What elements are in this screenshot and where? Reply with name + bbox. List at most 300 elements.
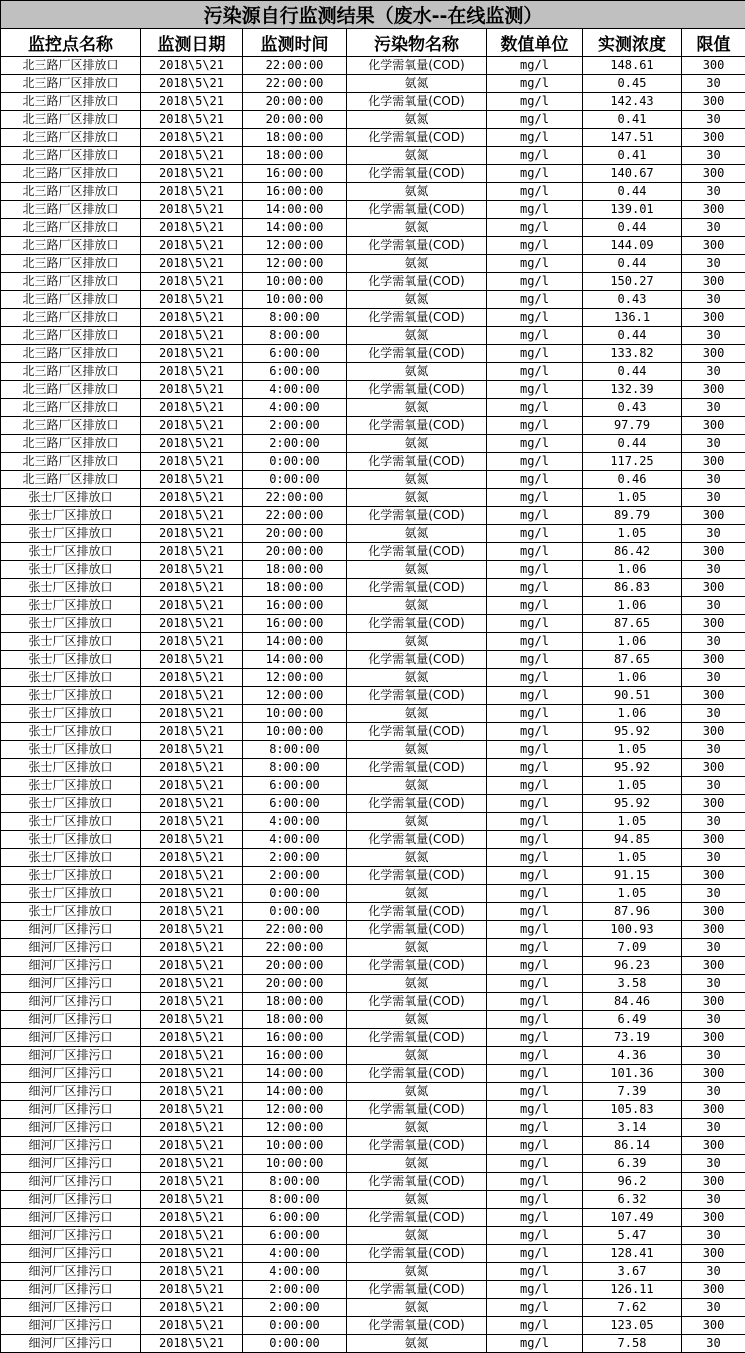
limit-cell: 300 bbox=[682, 1209, 745, 1227]
concentration-cell: 84.46 bbox=[583, 993, 682, 1011]
date-cell: 2018\5\21 bbox=[141, 111, 243, 129]
monitoring-point-cell: 北三路厂区排放口 bbox=[1, 399, 141, 417]
time-cell: 18:00:00 bbox=[243, 147, 347, 165]
limit-cell: 30 bbox=[682, 525, 745, 543]
unit-cell: mg/l bbox=[487, 1101, 583, 1119]
pollutant-cell: 化学需氧量(COD) bbox=[347, 651, 487, 669]
unit-cell: mg/l bbox=[487, 1209, 583, 1227]
monitoring-point-cell: 北三路厂区排放口 bbox=[1, 93, 141, 111]
concentration-cell: 95.92 bbox=[583, 759, 682, 777]
table-row bbox=[1, 615, 745, 633]
unit-cell: mg/l bbox=[487, 831, 583, 849]
pollutant-cell: 化学需氧量(COD) bbox=[347, 759, 487, 777]
date-cell: 2018\5\21 bbox=[141, 1227, 243, 1245]
unit-cell: mg/l bbox=[487, 417, 583, 435]
time-cell: 4:00:00 bbox=[243, 399, 347, 417]
pollutant-cell: 氨氮 bbox=[347, 525, 487, 543]
monitoring-point-cell: 细河厂区排污口 bbox=[1, 975, 141, 993]
table-row bbox=[1, 75, 745, 93]
monitoring-point-cell: 北三路厂区排放口 bbox=[1, 165, 141, 183]
concentration-cell: 86.42 bbox=[583, 543, 682, 561]
pollutant-cell: 氨氮 bbox=[347, 885, 487, 903]
monitoring-point-cell: 北三路厂区排放口 bbox=[1, 345, 141, 363]
time-cell: 20:00:00 bbox=[243, 525, 347, 543]
table-row bbox=[1, 921, 745, 939]
pollutant-cell: 氨氮 bbox=[347, 777, 487, 795]
time-cell: 16:00:00 bbox=[243, 615, 347, 633]
table-row bbox=[1, 1083, 745, 1101]
limit-cell: 30 bbox=[682, 255, 745, 273]
date-cell: 2018\5\21 bbox=[141, 741, 243, 759]
time-cell: 18:00:00 bbox=[243, 129, 347, 147]
table-row bbox=[1, 813, 745, 831]
time-cell: 8:00:00 bbox=[243, 309, 347, 327]
concentration-cell: 100.93 bbox=[583, 921, 682, 939]
table-row bbox=[1, 1317, 745, 1335]
limit-cell: 30 bbox=[682, 777, 745, 795]
limit-cell: 30 bbox=[682, 399, 745, 417]
time-cell: 12:00:00 bbox=[243, 237, 347, 255]
limit-cell: 300 bbox=[682, 579, 745, 597]
monitoring-point-cell: 张士厂区排放口 bbox=[1, 507, 141, 525]
unit-cell: mg/l bbox=[487, 219, 583, 237]
concentration-cell: 117.25 bbox=[583, 453, 682, 471]
concentration-cell: 0.41 bbox=[583, 147, 682, 165]
concentration-cell: 3.67 bbox=[583, 1263, 682, 1281]
pollutant-cell: 化学需氧量(COD) bbox=[347, 309, 487, 327]
time-cell: 12:00:00 bbox=[243, 1119, 347, 1137]
date-cell: 2018\5\21 bbox=[141, 1209, 243, 1227]
date-cell: 2018\5\21 bbox=[141, 669, 243, 687]
unit-cell: mg/l bbox=[487, 885, 583, 903]
pollutant-cell: 化学需氧量(COD) bbox=[347, 453, 487, 471]
concentration-cell: 1.06 bbox=[583, 561, 682, 579]
date-cell: 2018\5\21 bbox=[141, 183, 243, 201]
date-cell: 2018\5\21 bbox=[141, 345, 243, 363]
limit-cell: 30 bbox=[682, 219, 745, 237]
time-cell: 8:00:00 bbox=[243, 1173, 347, 1191]
date-cell: 2018\5\21 bbox=[141, 471, 243, 489]
unit-cell: mg/l bbox=[487, 705, 583, 723]
unit-cell: mg/l bbox=[487, 75, 583, 93]
table-row bbox=[1, 435, 745, 453]
monitoring-point-cell: 细河厂区排污口 bbox=[1, 1281, 141, 1299]
unit-cell: mg/l bbox=[487, 687, 583, 705]
monitoring-point-cell: 细河厂区排污口 bbox=[1, 1245, 141, 1263]
table-row bbox=[1, 867, 745, 885]
pollutant-cell: 化学需氧量(COD) bbox=[347, 867, 487, 885]
limit-cell: 300 bbox=[682, 831, 745, 849]
limit-cell: 30 bbox=[682, 111, 745, 129]
header-monitoring-time: 监测时间 bbox=[243, 29, 347, 57]
concentration-cell: 95.92 bbox=[583, 795, 682, 813]
limit-cell: 300 bbox=[682, 993, 745, 1011]
table-row bbox=[1, 507, 745, 525]
pollutant-cell: 化学需氧量(COD) bbox=[347, 1101, 487, 1119]
table-row bbox=[1, 1029, 745, 1047]
table-row bbox=[1, 237, 745, 255]
table-row bbox=[1, 525, 745, 543]
time-cell: 14:00:00 bbox=[243, 1065, 347, 1083]
unit-cell: mg/l bbox=[487, 993, 583, 1011]
table-row bbox=[1, 345, 745, 363]
table-row bbox=[1, 561, 745, 579]
pollutant-cell: 氨氮 bbox=[347, 255, 487, 273]
pollutant-cell: 化学需氧量(COD) bbox=[347, 615, 487, 633]
unit-cell: mg/l bbox=[487, 381, 583, 399]
limit-cell: 300 bbox=[682, 1317, 745, 1335]
limit-cell: 300 bbox=[682, 1245, 745, 1263]
monitoring-point-cell: 细河厂区排污口 bbox=[1, 939, 141, 957]
table-row bbox=[1, 471, 745, 489]
date-cell: 2018\5\21 bbox=[141, 885, 243, 903]
concentration-cell: 107.49 bbox=[583, 1209, 682, 1227]
date-cell: 2018\5\21 bbox=[141, 417, 243, 435]
limit-cell: 30 bbox=[682, 561, 745, 579]
date-cell: 2018\5\21 bbox=[141, 309, 243, 327]
time-cell: 0:00:00 bbox=[243, 1317, 347, 1335]
monitoring-point-cell: 细河厂区排污口 bbox=[1, 1317, 141, 1335]
table-row bbox=[1, 417, 745, 435]
unit-cell: mg/l bbox=[487, 399, 583, 417]
date-cell: 2018\5\21 bbox=[141, 1245, 243, 1263]
concentration-cell: 90.51 bbox=[583, 687, 682, 705]
date-cell: 2018\5\21 bbox=[141, 957, 243, 975]
limit-cell: 300 bbox=[682, 165, 745, 183]
limit-cell: 30 bbox=[682, 1155, 745, 1173]
table-row bbox=[1, 993, 745, 1011]
limit-cell: 30 bbox=[682, 75, 745, 93]
table-row bbox=[1, 1335, 745, 1353]
table-row bbox=[1, 687, 745, 705]
limit-cell: 300 bbox=[682, 201, 745, 219]
time-cell: 16:00:00 bbox=[243, 183, 347, 201]
date-cell: 2018\5\21 bbox=[141, 255, 243, 273]
time-cell: 6:00:00 bbox=[243, 777, 347, 795]
unit-cell: mg/l bbox=[487, 1173, 583, 1191]
time-cell: 20:00:00 bbox=[243, 93, 347, 111]
unit-cell: mg/l bbox=[487, 561, 583, 579]
date-cell: 2018\5\21 bbox=[141, 1281, 243, 1299]
monitoring-point-cell: 张士厂区排放口 bbox=[1, 561, 141, 579]
table-row bbox=[1, 759, 745, 777]
pollutant-cell: 氨氮 bbox=[347, 705, 487, 723]
monitoring-point-cell: 细河厂区排污口 bbox=[1, 1065, 141, 1083]
concentration-cell: 142.43 bbox=[583, 93, 682, 111]
unit-cell: mg/l bbox=[487, 327, 583, 345]
unit-cell: mg/l bbox=[487, 1317, 583, 1335]
pollutant-cell: 氨氮 bbox=[347, 1083, 487, 1101]
pollutant-cell: 化学需氧量(COD) bbox=[347, 1173, 487, 1191]
pollutant-cell: 氨氮 bbox=[347, 1191, 487, 1209]
date-cell: 2018\5\21 bbox=[141, 1317, 243, 1335]
time-cell: 4:00:00 bbox=[243, 1263, 347, 1281]
date-cell: 2018\5\21 bbox=[141, 399, 243, 417]
limit-cell: 30 bbox=[682, 147, 745, 165]
table-row bbox=[1, 327, 745, 345]
table-row bbox=[1, 111, 745, 129]
unit-cell: mg/l bbox=[487, 147, 583, 165]
unit-cell: mg/l bbox=[487, 1299, 583, 1317]
concentration-cell: 1.05 bbox=[583, 777, 682, 795]
limit-cell: 30 bbox=[682, 291, 745, 309]
limit-cell: 30 bbox=[682, 669, 745, 687]
unit-cell: mg/l bbox=[487, 903, 583, 921]
monitoring-point-cell: 张士厂区排放口 bbox=[1, 831, 141, 849]
date-cell: 2018\5\21 bbox=[141, 1191, 243, 1209]
monitoring-point-cell: 细河厂区排污口 bbox=[1, 993, 141, 1011]
unit-cell: mg/l bbox=[487, 669, 583, 687]
time-cell: 10:00:00 bbox=[243, 1137, 347, 1155]
limit-cell: 30 bbox=[682, 741, 745, 759]
time-cell: 14:00:00 bbox=[243, 219, 347, 237]
date-cell: 2018\5\21 bbox=[141, 939, 243, 957]
time-cell: 22:00:00 bbox=[243, 75, 347, 93]
limit-cell: 300 bbox=[682, 309, 745, 327]
unit-cell: mg/l bbox=[487, 1191, 583, 1209]
time-cell: 8:00:00 bbox=[243, 327, 347, 345]
monitoring-point-cell: 张士厂区排放口 bbox=[1, 813, 141, 831]
concentration-cell: 1.06 bbox=[583, 669, 682, 687]
date-cell: 2018\5\21 bbox=[141, 363, 243, 381]
time-cell: 16:00:00 bbox=[243, 1029, 347, 1047]
table-row bbox=[1, 1137, 745, 1155]
concentration-cell: 7.39 bbox=[583, 1083, 682, 1101]
limit-cell: 300 bbox=[682, 921, 745, 939]
unit-cell: mg/l bbox=[487, 1011, 583, 1029]
concentration-cell: 1.05 bbox=[583, 849, 682, 867]
date-cell: 2018\5\21 bbox=[141, 1137, 243, 1155]
unit-cell: mg/l bbox=[487, 165, 583, 183]
pollutant-cell: 化学需氧量(COD) bbox=[347, 543, 487, 561]
concentration-cell: 95.92 bbox=[583, 723, 682, 741]
concentration-cell: 128.41 bbox=[583, 1245, 682, 1263]
date-cell: 2018\5\21 bbox=[141, 1335, 243, 1353]
date-cell: 2018\5\21 bbox=[141, 849, 243, 867]
date-cell: 2018\5\21 bbox=[141, 795, 243, 813]
unit-cell: mg/l bbox=[487, 633, 583, 651]
date-cell: 2018\5\21 bbox=[141, 237, 243, 255]
concentration-cell: 133.82 bbox=[583, 345, 682, 363]
unit-cell: mg/l bbox=[487, 777, 583, 795]
table-row bbox=[1, 741, 745, 759]
unit-cell: mg/l bbox=[487, 957, 583, 975]
concentration-cell: 147.51 bbox=[583, 129, 682, 147]
time-cell: 14:00:00 bbox=[243, 201, 347, 219]
table-row bbox=[1, 255, 745, 273]
date-cell: 2018\5\21 bbox=[141, 201, 243, 219]
date-cell: 2018\5\21 bbox=[141, 651, 243, 669]
monitoring-point-cell: 细河厂区排污口 bbox=[1, 1083, 141, 1101]
concentration-cell: 0.46 bbox=[583, 471, 682, 489]
unit-cell: mg/l bbox=[487, 759, 583, 777]
limit-cell: 300 bbox=[682, 453, 745, 471]
monitoring-point-cell: 张士厂区排放口 bbox=[1, 795, 141, 813]
monitoring-point-cell: 细河厂区排污口 bbox=[1, 1101, 141, 1119]
monitoring-point-cell: 细河厂区排污口 bbox=[1, 1299, 141, 1317]
concentration-cell: 4.36 bbox=[583, 1047, 682, 1065]
pollutant-cell: 氨氮 bbox=[347, 399, 487, 417]
table-row bbox=[1, 1065, 745, 1083]
pollutant-cell: 氨氮 bbox=[347, 1227, 487, 1245]
pollutant-cell: 氨氮 bbox=[347, 147, 487, 165]
pollutant-cell: 氨氮 bbox=[347, 669, 487, 687]
pollutant-cell: 化学需氧量(COD) bbox=[347, 957, 487, 975]
monitoring-point-cell: 北三路厂区排放口 bbox=[1, 381, 141, 399]
unit-cell: mg/l bbox=[487, 741, 583, 759]
concentration-cell: 6.32 bbox=[583, 1191, 682, 1209]
unit-cell: mg/l bbox=[487, 1245, 583, 1263]
concentration-cell: 3.58 bbox=[583, 975, 682, 993]
time-cell: 22:00:00 bbox=[243, 489, 347, 507]
table-row bbox=[1, 957, 745, 975]
table-row bbox=[1, 219, 745, 237]
limit-cell: 30 bbox=[682, 1227, 745, 1245]
date-cell: 2018\5\21 bbox=[141, 813, 243, 831]
date-cell: 2018\5\21 bbox=[141, 687, 243, 705]
limit-cell: 300 bbox=[682, 1101, 745, 1119]
unit-cell: mg/l bbox=[487, 93, 583, 111]
table-row bbox=[1, 597, 745, 615]
time-cell: 2:00:00 bbox=[243, 435, 347, 453]
concentration-cell: 5.47 bbox=[583, 1227, 682, 1245]
limit-cell: 300 bbox=[682, 57, 745, 75]
time-cell: 4:00:00 bbox=[243, 1245, 347, 1263]
table-row bbox=[1, 777, 745, 795]
concentration-cell: 1.06 bbox=[583, 597, 682, 615]
date-cell: 2018\5\21 bbox=[141, 867, 243, 885]
time-cell: 22:00:00 bbox=[243, 57, 347, 75]
limit-cell: 30 bbox=[682, 1335, 745, 1353]
concentration-cell: 1.06 bbox=[583, 705, 682, 723]
pollutant-cell: 氨氮 bbox=[347, 111, 487, 129]
limit-cell: 300 bbox=[682, 687, 745, 705]
pollutant-cell: 氨氮 bbox=[347, 471, 487, 489]
monitoring-point-cell: 细河厂区排污口 bbox=[1, 1173, 141, 1191]
table-row bbox=[1, 1173, 745, 1191]
concentration-cell: 96.23 bbox=[583, 957, 682, 975]
date-cell: 2018\5\21 bbox=[141, 579, 243, 597]
concentration-cell: 97.79 bbox=[583, 417, 682, 435]
monitoring-point-cell: 细河厂区排污口 bbox=[1, 1155, 141, 1173]
monitoring-point-cell: 细河厂区排污口 bbox=[1, 1011, 141, 1029]
table-row bbox=[1, 147, 745, 165]
limit-cell: 300 bbox=[682, 543, 745, 561]
pollutant-cell: 化学需氧量(COD) bbox=[347, 1245, 487, 1263]
limit-cell: 300 bbox=[682, 1029, 745, 1047]
header-limit: 限值 bbox=[682, 29, 745, 57]
unit-cell: mg/l bbox=[487, 471, 583, 489]
concentration-cell: 0.45 bbox=[583, 75, 682, 93]
concentration-cell: 0.44 bbox=[583, 219, 682, 237]
monitoring-point-cell: 北三路厂区排放口 bbox=[1, 453, 141, 471]
table-row bbox=[1, 651, 745, 669]
concentration-cell: 144.09 bbox=[583, 237, 682, 255]
unit-cell: mg/l bbox=[487, 111, 583, 129]
table-row bbox=[1, 1245, 745, 1263]
pollutant-cell: 氨氮 bbox=[347, 813, 487, 831]
time-cell: 0:00:00 bbox=[243, 471, 347, 489]
limit-cell: 30 bbox=[682, 183, 745, 201]
table-row bbox=[1, 57, 745, 75]
concentration-cell: 140.67 bbox=[583, 165, 682, 183]
monitoring-point-cell: 细河厂区排污口 bbox=[1, 957, 141, 975]
time-cell: 6:00:00 bbox=[243, 1209, 347, 1227]
table-row bbox=[1, 723, 745, 741]
concentration-cell: 0.44 bbox=[583, 255, 682, 273]
concentration-cell: 86.83 bbox=[583, 579, 682, 597]
time-cell: 20:00:00 bbox=[243, 957, 347, 975]
concentration-cell: 94.85 bbox=[583, 831, 682, 849]
concentration-cell: 0.43 bbox=[583, 291, 682, 309]
concentration-cell: 1.05 bbox=[583, 525, 682, 543]
date-cell: 2018\5\21 bbox=[141, 1065, 243, 1083]
pollutant-cell: 化学需氧量(COD) bbox=[347, 93, 487, 111]
unit-cell: mg/l bbox=[487, 939, 583, 957]
date-cell: 2018\5\21 bbox=[141, 57, 243, 75]
pollutant-cell: 氨氮 bbox=[347, 435, 487, 453]
date-cell: 2018\5\21 bbox=[141, 1029, 243, 1047]
time-cell: 10:00:00 bbox=[243, 1155, 347, 1173]
monitoring-point-cell: 张士厂区排放口 bbox=[1, 705, 141, 723]
limit-cell: 300 bbox=[682, 723, 745, 741]
unit-cell: mg/l bbox=[487, 651, 583, 669]
unit-cell: mg/l bbox=[487, 1047, 583, 1065]
monitoring-point-cell: 北三路厂区排放口 bbox=[1, 219, 141, 237]
pollutant-cell: 氨氮 bbox=[347, 1263, 487, 1281]
pollutant-cell: 化学需氧量(COD) bbox=[347, 1029, 487, 1047]
limit-cell: 300 bbox=[682, 417, 745, 435]
table-row bbox=[1, 129, 745, 147]
concentration-cell: 7.58 bbox=[583, 1335, 682, 1353]
monitoring-point-cell: 张士厂区排放口 bbox=[1, 669, 141, 687]
limit-cell: 30 bbox=[682, 471, 745, 489]
concentration-cell: 0.41 bbox=[583, 111, 682, 129]
date-cell: 2018\5\21 bbox=[141, 705, 243, 723]
date-cell: 2018\5\21 bbox=[141, 831, 243, 849]
concentration-cell: 86.14 bbox=[583, 1137, 682, 1155]
date-cell: 2018\5\21 bbox=[141, 219, 243, 237]
monitoring-point-cell: 张士厂区排放口 bbox=[1, 885, 141, 903]
table-row bbox=[1, 273, 745, 291]
limit-cell: 300 bbox=[682, 903, 745, 921]
monitoring-point-cell: 北三路厂区排放口 bbox=[1, 327, 141, 345]
pollutant-cell: 化学需氧量(COD) bbox=[347, 237, 487, 255]
time-cell: 0:00:00 bbox=[243, 1335, 347, 1353]
header-measured-concentration: 实测浓度 bbox=[583, 29, 682, 57]
pollutant-cell: 氨氮 bbox=[347, 291, 487, 309]
pollutant-cell: 化学需氧量(COD) bbox=[347, 201, 487, 219]
table-row bbox=[1, 1209, 745, 1227]
concentration-cell: 87.65 bbox=[583, 651, 682, 669]
unit-cell: mg/l bbox=[487, 57, 583, 75]
pollutant-cell: 氨氮 bbox=[347, 75, 487, 93]
time-cell: 18:00:00 bbox=[243, 579, 347, 597]
table-row bbox=[1, 795, 745, 813]
pollutant-cell: 氨氮 bbox=[347, 1119, 487, 1137]
concentration-cell: 1.05 bbox=[583, 885, 682, 903]
unit-cell: mg/l bbox=[487, 525, 583, 543]
limit-cell: 300 bbox=[682, 651, 745, 669]
limit-cell: 300 bbox=[682, 615, 745, 633]
monitoring-point-cell: 张士厂区排放口 bbox=[1, 651, 141, 669]
monitoring-point-cell: 北三路厂区排放口 bbox=[1, 129, 141, 147]
limit-cell: 30 bbox=[682, 1011, 745, 1029]
monitoring-point-cell: 张士厂区排放口 bbox=[1, 849, 141, 867]
monitoring-point-cell: 张士厂区排放口 bbox=[1, 525, 141, 543]
limit-cell: 30 bbox=[682, 1119, 745, 1137]
limit-cell: 300 bbox=[682, 273, 745, 291]
